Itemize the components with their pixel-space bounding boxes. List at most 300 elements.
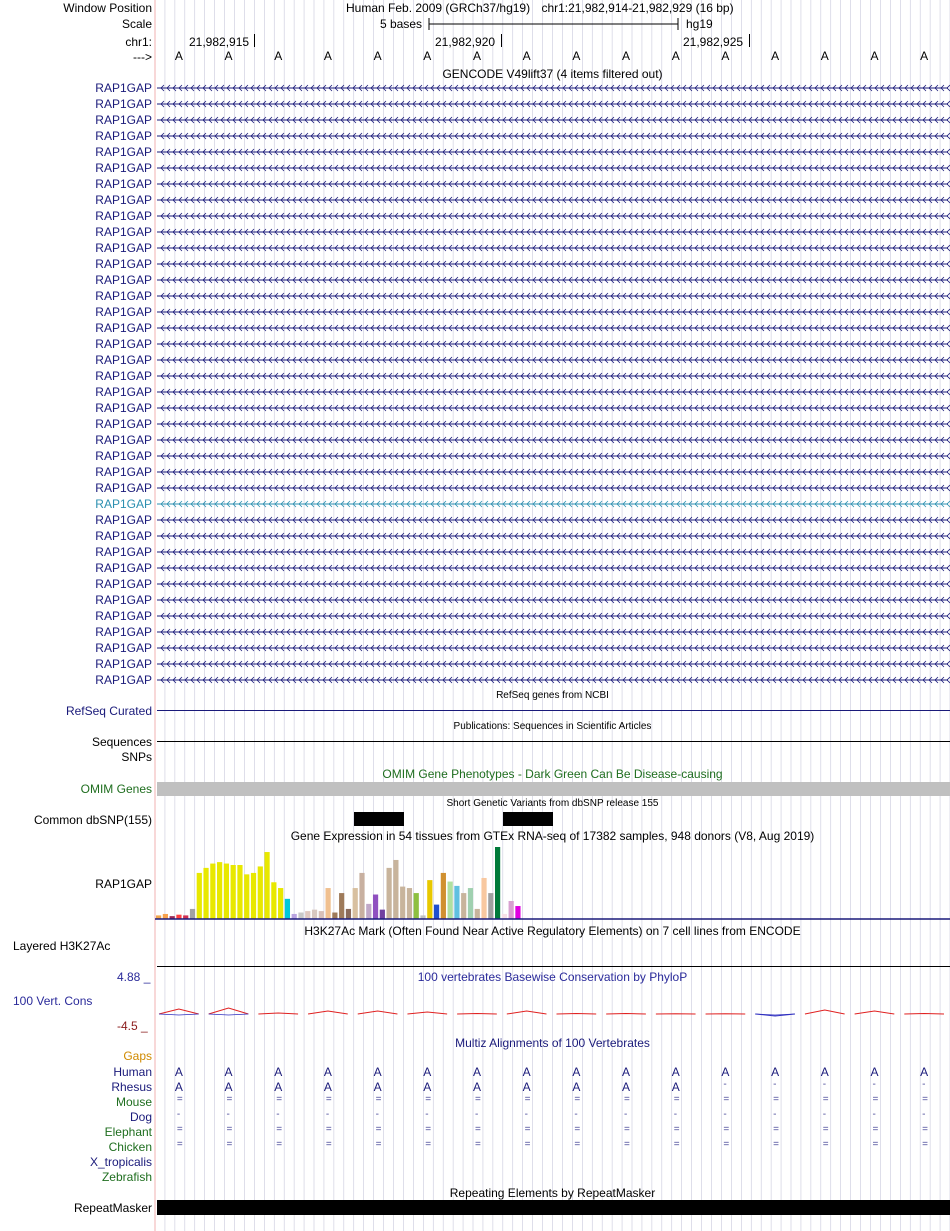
alignment-base: = (872, 1094, 879, 1105)
gtex-tissue-bar (461, 893, 466, 919)
alignment-base: A (373, 1080, 382, 1094)
dbsnp-label[interactable]: Common dbSNP(155) (33, 813, 152, 827)
alignment-base: = (922, 1139, 928, 1150)
repeatmasker-label[interactable]: RepeatMasker (73, 1201, 152, 1215)
dbsnp-variant[interactable] (503, 812, 553, 826)
gtex-track-title[interactable]: Gene Expression in 54 tissues from GTEx RNA-seq of 17382 samples, 948 donors (V8, Aug 2019) (290, 829, 815, 843)
window-position-label: Window Position (63, 1, 152, 15)
species-label[interactable]: Chicken (108, 1140, 152, 1154)
species-label[interactable]: Mouse (115, 1095, 152, 1109)
alignment-base: = (673, 1124, 680, 1135)
phylop-segment (358, 1011, 398, 1014)
alignment-base: = (922, 1124, 928, 1135)
alignment-base: = (474, 1139, 481, 1150)
gencode-gene-label[interactable]: RAP1GAP (95, 497, 152, 511)
refseq-line[interactable] (157, 710, 950, 711)
phylop-segment (209, 1008, 249, 1014)
gtex-tissue-bar (312, 910, 317, 919)
gencode-transcript[interactable] (155, 387, 950, 397)
assembly-name (346, 1, 734, 15)
alignment-base: A (174, 1065, 183, 1079)
repeatmasker-track-title[interactable]: Repeating Elements by RepeatMasker (449, 1186, 656, 1200)
alignment-base: - (176, 1109, 181, 1120)
alignment-base: - (723, 1079, 727, 1090)
gencode-gene-label[interactable]: RAP1GAP (95, 305, 152, 319)
base-letter: A (572, 49, 581, 63)
alignment-base: = (822, 1124, 829, 1135)
alignment-base: = (773, 1124, 779, 1135)
alignment-base: A (671, 1080, 680, 1094)
alignment-base: = (574, 1139, 581, 1150)
gencode-gene-label[interactable]: RAP1GAP (95, 641, 152, 655)
omim-track-title[interactable]: OMIM Gene Phenotypes - Dark Green Can Be Disease-causing (382, 767, 723, 781)
gtex-tissue-bar (292, 914, 297, 919)
gencode-transcript[interactable] (155, 435, 950, 445)
gencode-transcript[interactable] (155, 243, 950, 253)
alignment-base: = (375, 1124, 382, 1135)
alignment-base: = (425, 1094, 432, 1105)
gencode-gene-label[interactable]: RAP1GAP (95, 481, 152, 495)
gencode-transcript[interactable] (155, 275, 950, 285)
alignment-base: A (622, 1080, 631, 1094)
gtex-tissue-bar (400, 887, 405, 919)
species-label[interactable]: Zebrafish (101, 1170, 152, 1184)
alignment-base: = (425, 1124, 432, 1135)
gencode-transcript[interactable] (155, 579, 950, 589)
assembly-text: Human Feb. 2009 (GRCh37/hg19) (346, 1, 531, 15)
gencode-gene-label[interactable]: RAP1GAP (95, 193, 152, 207)
gtex-tissue-bar (441, 873, 446, 919)
gtex-tissue-bar (217, 862, 222, 919)
gencode-gene-label[interactable]: RAP1GAP (95, 433, 152, 447)
gencode-transcript[interactable] (155, 355, 950, 365)
alignment-base: = (574, 1094, 581, 1105)
gencode-transcript[interactable] (155, 131, 950, 141)
phylop-segment (606, 1014, 646, 1015)
gencode-transcript[interactable] (155, 179, 950, 189)
base-letter: A (323, 49, 332, 63)
gtex-tissue-bar (339, 893, 344, 919)
alignment-base: A (224, 1065, 233, 1079)
alignment-base: A (721, 1065, 730, 1079)
tick-label: 21,982,925 (683, 35, 744, 49)
gtex-tissue-bar (353, 888, 358, 919)
gtex-tissue-bar (481, 878, 486, 919)
gtex-tissue-bar (258, 866, 263, 919)
tick-mark (501, 34, 502, 47)
tick-label: 21,982,920 (435, 35, 496, 49)
gtex-tissue-bar (488, 893, 493, 919)
phylop-track-title[interactable]: 100 vertebrates Basewise Conservation by PhyloP (417, 970, 688, 984)
gencode-gene-label[interactable]: RAP1GAP (95, 465, 152, 479)
alignment-base: = (325, 1124, 332, 1135)
alignment-base: A (472, 1065, 481, 1079)
gencode-gene-label[interactable]: RAP1GAP (95, 561, 152, 575)
gencode-transcript[interactable] (155, 83, 950, 93)
alignment-base: - (574, 1109, 578, 1120)
alignment-base: = (624, 1124, 630, 1135)
gencode-transcript[interactable] (155, 371, 950, 381)
alignment-base: - (872, 1079, 876, 1090)
tick-mark (749, 34, 750, 47)
gtex-tissue-bar (231, 865, 236, 919)
refseq-label[interactable]: RefSeq Curated (65, 704, 152, 718)
alignment-base: A (572, 1065, 581, 1079)
gtex-tissue-bar (468, 888, 473, 919)
phylop-min: -4.5 _ (117, 1019, 148, 1033)
publications-line[interactable] (157, 741, 950, 742)
alignment-base: = (176, 1124, 183, 1135)
alignment-base: - (822, 1109, 827, 1120)
phylop-graph[interactable] (155, 996, 950, 1020)
h3k27ac-baseline (157, 966, 950, 967)
gtex-tissue-bar (454, 886, 459, 919)
alignment-base: A (174, 1080, 183, 1094)
alignment-base: = (673, 1139, 680, 1150)
gtex-tissue-bar (509, 901, 514, 919)
gencode-transcript[interactable] (155, 307, 950, 317)
refseq-track-title[interactable]: RefSeq genes from NCBI (496, 690, 609, 701)
gtex-tissue-bar (197, 873, 202, 919)
gtex-tissue-bar (203, 868, 208, 919)
alignment-base: = (524, 1139, 531, 1150)
gencode-gene-label[interactable]: RAP1GAP (95, 529, 152, 543)
alignment-base: - (226, 1109, 230, 1120)
gencode-transcript[interactable] (155, 611, 950, 621)
base-letter: A (522, 49, 531, 63)
gtex-tissue-bar (278, 888, 283, 919)
base-letter: A (423, 49, 432, 63)
gtex-tissue-bar (271, 882, 276, 919)
alignment-base: = (425, 1139, 432, 1150)
tick-label: 21,982,915 (189, 35, 250, 49)
base-letter: A (870, 49, 879, 63)
gencode-transcript[interactable] (155, 467, 950, 477)
alignment-base: - (474, 1109, 479, 1120)
phylop-segment (159, 1009, 199, 1014)
alignment-base: - (773, 1079, 777, 1090)
alignment-base: A (323, 1065, 332, 1079)
gencode-gene-label[interactable]: RAP1GAP (95, 241, 152, 255)
gtex-tissue-bar (373, 895, 378, 919)
gencode-gene-label[interactable]: RAP1GAP (95, 513, 152, 527)
gtex-tissue-bar (346, 909, 351, 919)
phylop-segment (457, 1014, 497, 1015)
sequences-label[interactable]: Sequences (91, 735, 152, 749)
alignment-base: = (723, 1139, 730, 1150)
chr-label: chr1: (125, 35, 152, 49)
species-label[interactable]: Rhesus (111, 1080, 152, 1094)
alignment-base: - (773, 1109, 777, 1120)
base-letter: A (820, 49, 829, 63)
gtex-tissue-bar (190, 909, 195, 919)
gencode-gene-label[interactable]: RAP1GAP (95, 129, 152, 143)
gencode-gene-label[interactable]: RAP1GAP (95, 161, 152, 175)
species-label[interactable]: Dog (129, 1110, 152, 1124)
alignment-base: A (522, 1080, 531, 1094)
gtex-tissue-bar (224, 864, 229, 919)
alignment-base: = (624, 1094, 630, 1105)
base-letter: A (721, 49, 730, 63)
gencode-transcript[interactable] (155, 211, 950, 221)
gencode-transcript[interactable] (155, 419, 950, 429)
alignment-base: A (224, 1080, 233, 1094)
alignment-base: = (922, 1094, 928, 1105)
gencode-transcript[interactable] (155, 99, 950, 109)
alignment-base: - (723, 1109, 727, 1120)
alignment-base: A (423, 1065, 432, 1079)
h3k27ac-track-title[interactable]: H3K27Ac Mark (Often Found Near Active Regulatory Elements) on 7 cell lines from ENCODE (304, 924, 801, 938)
repeatmasker-bar[interactable] (157, 1200, 950, 1215)
gtex-tissue-bar (237, 865, 242, 919)
species-label[interactable]: X_tropicalis (89, 1155, 152, 1169)
phylop-negative-segment (209, 1014, 249, 1015)
gtex-tissue-bar (244, 874, 249, 919)
alignment-base: - (673, 1109, 678, 1120)
gencode-transcript[interactable] (155, 339, 950, 349)
alignment-base: = (723, 1094, 730, 1105)
gencode-gene-label[interactable]: RAP1GAP (95, 369, 152, 383)
alignment-base: = (325, 1094, 332, 1105)
alignment-base: = (773, 1139, 779, 1150)
gencode-transcript[interactable] (155, 195, 950, 205)
gtex-tissue-bar (298, 913, 303, 919)
alignment-base: A (622, 1065, 631, 1079)
alignment-base: = (474, 1124, 481, 1135)
alignment-base: A (274, 1080, 283, 1094)
gencode-gene-label[interactable]: RAP1GAP (95, 273, 152, 287)
alignment-base: - (276, 1109, 280, 1120)
gtex-tissue-bar (475, 909, 480, 919)
gencode-track-title[interactable]: GENCODE V49lift37 (4 items filtered out) (442, 67, 663, 81)
alignment-base: - (872, 1109, 876, 1120)
multiz-track-title[interactable]: Multiz Alignments of 100 Vertebrates (455, 1036, 650, 1050)
alignment-base: A (522, 1065, 531, 1079)
species-label[interactable]: Elephant (104, 1125, 152, 1139)
alignment-base: A (472, 1080, 481, 1094)
gtex-tissue-bar (407, 888, 412, 919)
base-letter: A (920, 49, 929, 63)
gtex-tissue-bar (427, 880, 432, 919)
gencode-gene-label[interactable]: RAP1GAP (95, 225, 152, 239)
gencode-gene-label[interactable]: RAP1GAP (95, 337, 152, 351)
alignment-base: = (226, 1094, 233, 1105)
alignment-base: = (524, 1124, 531, 1135)
gencode-gene-label[interactable]: RAP1GAP (95, 577, 152, 591)
alignment-base: = (325, 1139, 332, 1150)
gencode-transcript[interactable] (155, 675, 950, 685)
gencode-gene-label[interactable]: RAP1GAP (95, 385, 152, 399)
alignment-base: A (423, 1080, 432, 1094)
gtex-tissue-bar (393, 860, 398, 919)
phylop-segment (855, 1011, 895, 1014)
alignment-base: = (176, 1094, 183, 1105)
gtex-tissue-bar (414, 893, 419, 919)
gtex-tissue-bar (319, 911, 324, 919)
gencode-gene-label[interactable]: RAP1GAP (95, 209, 152, 223)
phylop-segment (507, 1011, 547, 1014)
gencode-gene-label[interactable]: RAP1GAP (95, 145, 152, 159)
snps-label[interactable]: SNPs (121, 750, 152, 764)
alignment-base: = (375, 1139, 382, 1150)
alignment-base: = (822, 1139, 829, 1150)
alignment-base: A (274, 1065, 283, 1079)
gencode-transcript[interactable] (155, 515, 950, 525)
phylop-negative-segment (159, 1014, 199, 1015)
alignment-base: = (375, 1094, 382, 1105)
gencode-transcript[interactable] (155, 595, 950, 605)
scale-bases: 5 bases (380, 17, 423, 31)
position-text[interactable]: chr1:21,982,914-21,982,929 (16 bp) (541, 1, 734, 15)
gencode-gene-label[interactable]: RAP1GAP (95, 289, 152, 303)
omim-bar[interactable] (157, 782, 950, 796)
phylop-label[interactable]: 100 Vert. Cons (13, 994, 93, 1008)
alignment-base: A (820, 1065, 829, 1079)
phylop-segment (308, 1011, 348, 1014)
dbsnp-track-title[interactable]: Short Genetic Variants from dbSNP release 155 (446, 798, 659, 809)
gencode-gene-label[interactable]: RAP1GAP (95, 257, 152, 271)
gencode-gene-label[interactable]: RAP1GAP (95, 321, 152, 335)
gtex-bar-chart[interactable] (155, 845, 950, 920)
gencode-transcript[interactable] (155, 547, 950, 557)
base-letter: A (274, 49, 283, 63)
publications-track-title[interactable]: Publications: Sequences in Scientific Articles (453, 721, 652, 732)
gencode-transcript[interactable] (155, 531, 950, 541)
phylop-segment (557, 1014, 597, 1015)
gencode-gene-label[interactable]: RAP1GAP (95, 113, 152, 127)
gencode-gene-label[interactable]: RAP1GAP (95, 625, 152, 639)
gencode-gene-label[interactable]: RAP1GAP (95, 81, 152, 95)
dbsnp-variant[interactable] (354, 812, 404, 826)
gencode-gene-label[interactable]: RAP1GAP (95, 401, 152, 415)
gtex-tissue-bar (210, 864, 215, 919)
scale-label: Scale (121, 17, 152, 31)
gtex-tissue-bar (495, 847, 500, 919)
gtex-tissue-bar (502, 914, 507, 919)
base-letter: A (373, 49, 382, 63)
gencode-gene-label[interactable]: RAP1GAP (95, 97, 152, 111)
alignment-base: A (920, 1065, 929, 1079)
phylop-segment (805, 1010, 845, 1014)
gencode-gene-label[interactable]: RAP1GAP (95, 545, 152, 559)
gencode-transcript[interactable] (155, 259, 950, 269)
gencode-gene-label[interactable]: RAP1GAP (95, 177, 152, 191)
alignment-base: - (524, 1109, 528, 1120)
gencode-transcript[interactable] (155, 499, 950, 509)
alignment-base: = (574, 1124, 581, 1135)
alignment-base: A (572, 1080, 581, 1094)
gtex-tissue-bar (515, 906, 520, 919)
gencode-transcript[interactable] (155, 563, 950, 573)
alignment-base: = (226, 1124, 233, 1135)
alignment-base: = (524, 1094, 531, 1105)
h3k27ac-label[interactable]: Layered H3K27Ac (13, 939, 111, 953)
gencode-gene-label[interactable]: RAP1GAP (95, 657, 152, 671)
base-letter: A (224, 49, 233, 63)
alignment-base: = (176, 1139, 183, 1150)
alignment-base: A (870, 1065, 879, 1079)
base-letter: A (622, 49, 631, 63)
alignment-base: A (373, 1065, 382, 1079)
gencode-transcript[interactable] (155, 147, 950, 157)
alignment-base: A (323, 1080, 332, 1094)
gencode-transcript[interactable] (155, 643, 950, 653)
gtex-tissue-bar (380, 910, 385, 919)
alignment-base: = (822, 1094, 829, 1105)
gtex-tissue-bar (387, 868, 392, 919)
tick-mark (254, 34, 255, 47)
gencode-transcript[interactable] (155, 227, 950, 237)
alignment-base: = (624, 1139, 630, 1150)
gencode-transcript[interactable] (155, 627, 950, 637)
gencode-gene-label[interactable]: RAP1GAP (95, 673, 152, 687)
phylop-segment (258, 1013, 298, 1014)
alignment-base: - (922, 1109, 926, 1120)
gencode-gene-label[interactable]: RAP1GAP (95, 609, 152, 623)
gencode-gene-label[interactable]: RAP1GAP (95, 417, 152, 431)
gencode-transcript[interactable] (155, 291, 950, 301)
alignment-base: = (276, 1094, 283, 1105)
gencode-transcript[interactable] (155, 163, 950, 173)
alignment-base: - (624, 1109, 628, 1120)
gtex-tissue-bar (448, 882, 453, 919)
alignment-base: = (723, 1124, 730, 1135)
alignment-base: - (922, 1079, 926, 1090)
alignment-base: = (276, 1139, 283, 1150)
scale-db: hg19 (686, 17, 713, 31)
gencode-gene-label[interactable]: RAP1GAP (95, 593, 152, 607)
alignment-base: = (673, 1094, 680, 1105)
gtex-tissue-bar (434, 905, 439, 919)
gtex-tissue-bar (305, 911, 310, 919)
gencode-gene-label[interactable]: RAP1GAP (95, 449, 152, 463)
phylop-segment (407, 1012, 447, 1014)
scale-bar (428, 17, 680, 31)
gencode-transcript[interactable] (155, 323, 950, 333)
alignment-base: - (375, 1109, 379, 1120)
gencode-gene-label[interactable]: RAP1GAP (95, 353, 152, 367)
gtex-tissue-bar (332, 913, 337, 919)
gencode-transcript[interactable] (155, 483, 950, 493)
gtex-tissue-bar (163, 914, 168, 919)
gtex-label[interactable]: RAP1GAP (95, 877, 152, 891)
base-letter: A (174, 49, 183, 63)
alignment-base: = (276, 1124, 283, 1135)
alignment-base: = (872, 1124, 879, 1135)
gtex-tissue-bar (285, 899, 290, 919)
alignment-base: A (671, 1065, 680, 1079)
gencode-transcript[interactable] (155, 659, 950, 669)
gencode-transcript[interactable] (155, 403, 950, 413)
gencode-transcript[interactable] (155, 115, 950, 125)
gtex-tissue-bar (366, 904, 371, 919)
alignment-base: A (771, 1065, 780, 1079)
species-label[interactable]: Human (113, 1065, 152, 1079)
alignment-base: = (226, 1139, 233, 1150)
alignment-base: = (872, 1139, 879, 1150)
gtex-tissue-bar (359, 873, 364, 919)
base-letter: A (671, 49, 680, 63)
base-letter: A (771, 49, 780, 63)
alignment-base: - (325, 1109, 330, 1120)
phylop-segment (904, 1014, 944, 1015)
gencode-transcript[interactable] (155, 451, 950, 461)
omim-label[interactable]: OMIM Genes (80, 782, 152, 796)
phylop-max: 4.88 _ (117, 970, 151, 984)
gaps-label: Gaps (123, 1049, 152, 1063)
alignment-base: = (474, 1094, 481, 1105)
base-letter: A (472, 49, 481, 63)
